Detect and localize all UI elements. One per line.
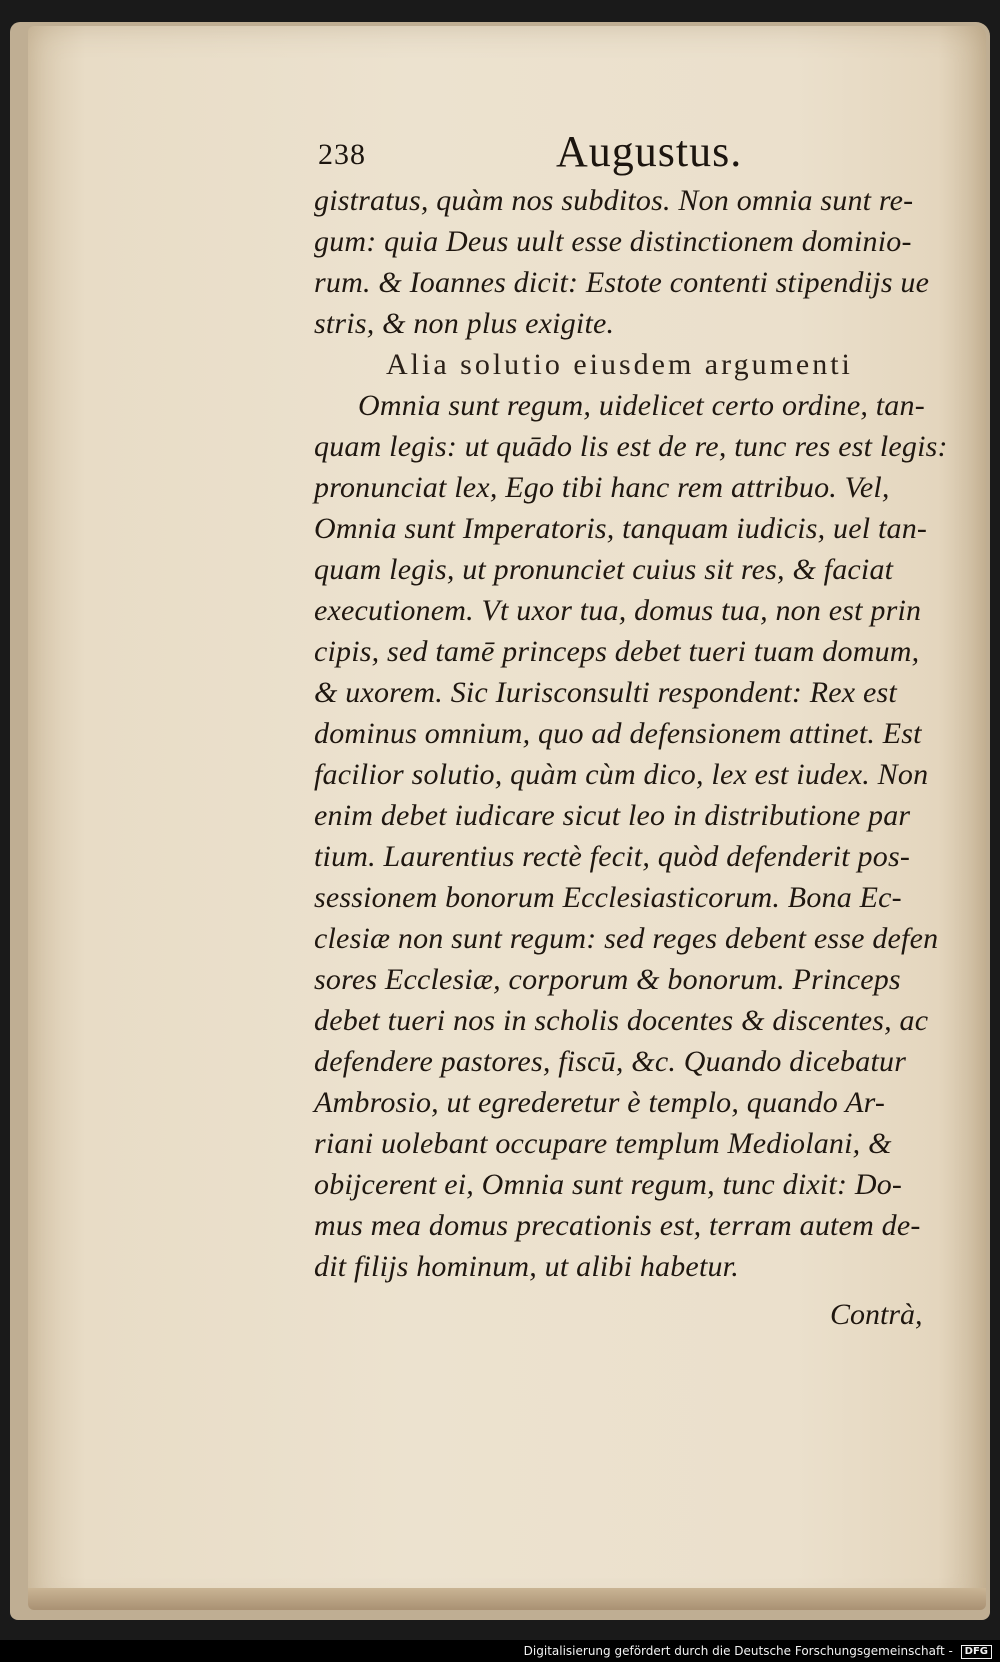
text-line: stris, & non plus exigite. bbox=[314, 307, 615, 340]
text-line: pronunciat lex, Ego tibi hanc rem attribuo. Vel, bbox=[314, 471, 890, 504]
section-heading: Alia solutio eiusdem argumenti bbox=[386, 348, 853, 381]
running-title: Augustus. bbox=[556, 127, 743, 176]
text-line: mus mea domus precationis est, terram autem de- bbox=[314, 1209, 921, 1242]
text-line: riani uolebant occupare templum Mediolani, & bbox=[314, 1127, 892, 1160]
catchword: Contrà, bbox=[830, 1298, 923, 1331]
text-line: Ambrosio, ut egrederetur è templo, quando Ar- bbox=[314, 1086, 886, 1119]
text-line: clesiæ non sunt regum: sed reges debent esse defen bbox=[314, 922, 939, 955]
page-bottom-edge bbox=[28, 1588, 986, 1610]
text-line: quam legis, ut pronunciet cuius sit res, & faciat bbox=[314, 553, 894, 586]
text-line: gistratus, quàm nos subditos. Non omnia sunt re- bbox=[314, 184, 914, 217]
text-line: Omnia sunt regum, uidelicet certo ordine, tan- bbox=[358, 389, 925, 422]
text-line: cipis, sed tamē princeps debet tueri tuam domum, bbox=[314, 635, 920, 668]
text-line: executionem. Vt uxor tua, domus tua, non est prin bbox=[314, 594, 922, 627]
dfg-logo-icon: DFG bbox=[961, 1645, 992, 1659]
text-line: defendere pastores, fiscū, &c. Quando dicebatur bbox=[314, 1045, 907, 1078]
footer-credit-text: Digitalisierung gefördert durch die Deutsche Forschungsgemeinschaft - bbox=[523, 1644, 953, 1658]
text-line: obijcerent ei, Omnia sunt regum, tunc dixit: Do- bbox=[314, 1168, 903, 1201]
text-line: debet tueri nos in scholis docentes & discentes, ac bbox=[314, 1004, 929, 1037]
text-line: facilior solutio, quàm cùm dico, lex est iudex. Non bbox=[314, 758, 929, 791]
text-line: gum: quia Deus uult esse distinctionem dominio- bbox=[314, 225, 912, 258]
text-line: tium. Laurentius rectè fecit, quòd defenderit pos- bbox=[314, 840, 911, 873]
text-line: sessionem bonorum Ecclesiasticorum. Bona Ec- bbox=[314, 881, 902, 914]
body-text bbox=[314, 180, 948, 1287]
page-header bbox=[318, 127, 743, 188]
text-line: enim debet iudicare sicut leo in distributione par bbox=[314, 799, 911, 832]
footer-credit bbox=[524, 1644, 992, 1659]
text-line: Omnia sunt Imperatoris, tanquam iudicis, uel tan- bbox=[314, 512, 928, 545]
text-line: & uxorem. Sic Iurisconsulti respondent: Rex est bbox=[314, 676, 897, 709]
text-line: dit filijs hominum, ut alibi habetur. bbox=[314, 1250, 739, 1283]
text-line: rum. & Ioannes dicit: Estote contenti stipendijs ue bbox=[314, 266, 930, 299]
text-line: sores Ecclesiæ, corporum & bonorum. Princeps bbox=[314, 963, 901, 996]
text-line: quam legis: ut quādo lis est de re, tunc res est legis: bbox=[314, 430, 948, 463]
text-line: dominus omnium, quo ad defensionem attinet. Est bbox=[314, 717, 922, 750]
page-number: 238 bbox=[318, 138, 366, 171]
